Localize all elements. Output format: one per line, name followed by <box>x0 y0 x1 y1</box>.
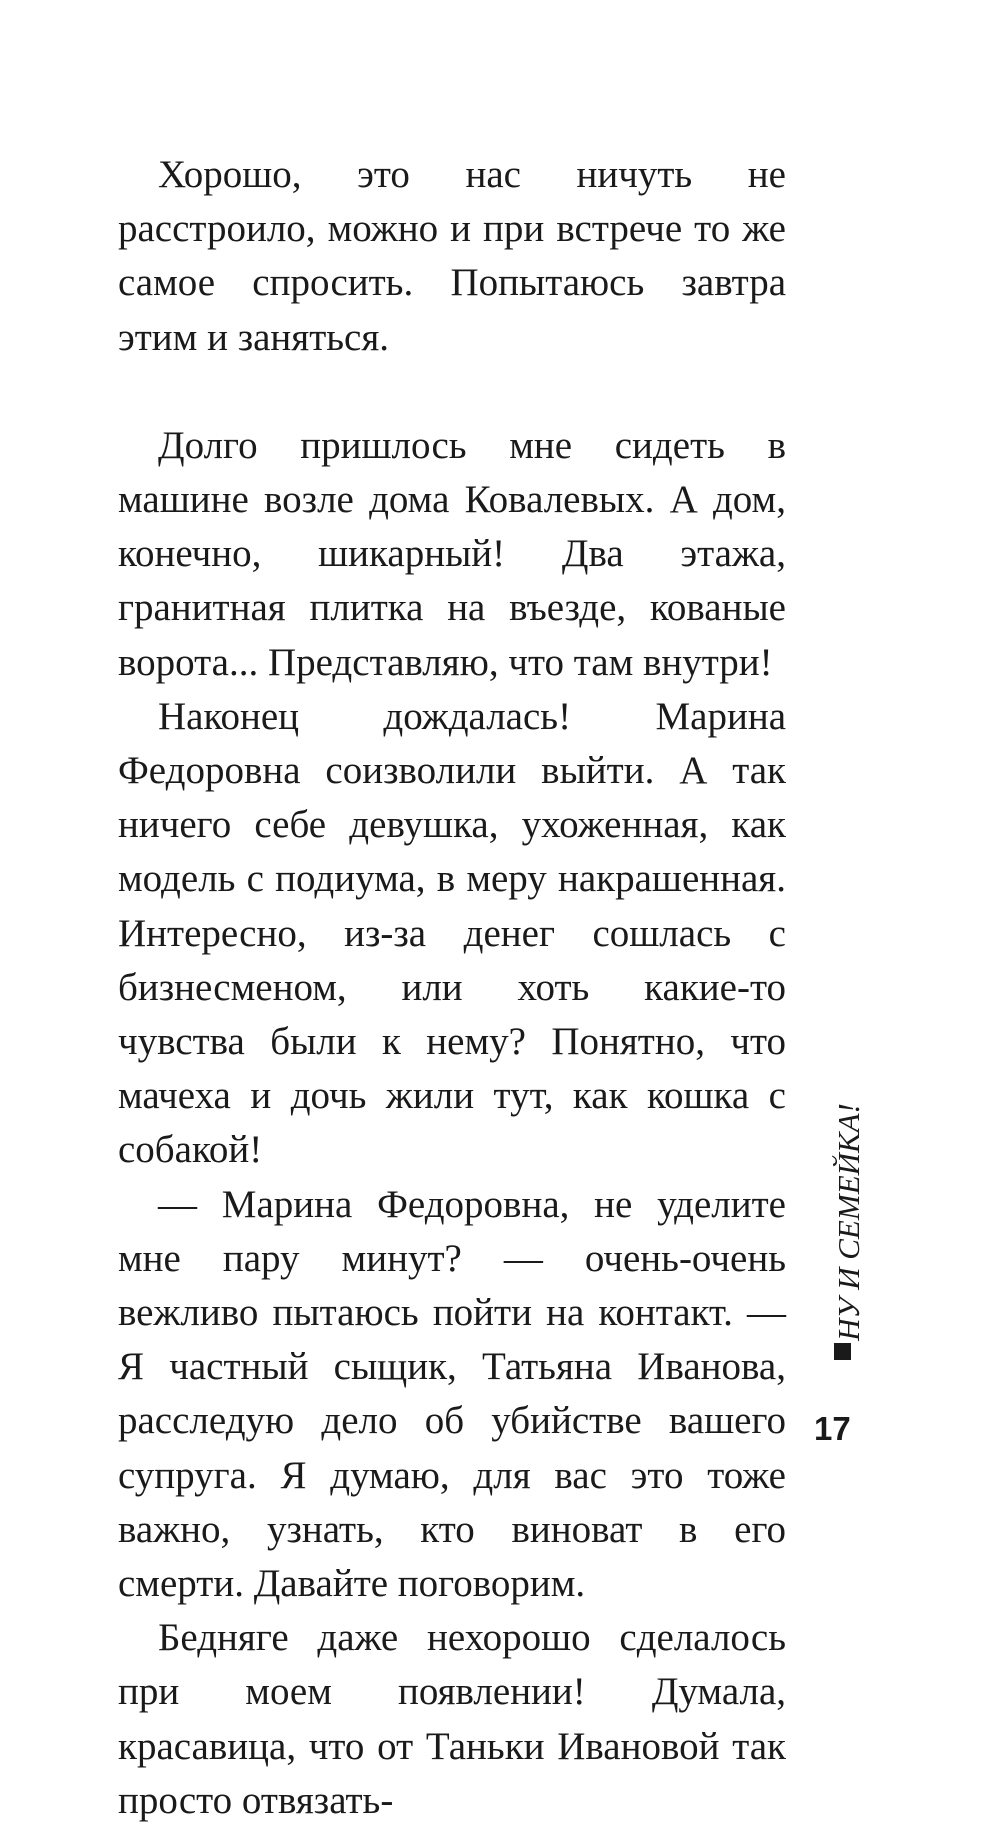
page-number: 17 <box>814 1410 851 1447</box>
square-marker-icon <box>834 1343 851 1360</box>
running-head-title: НУ И СЕМЕЙКА! <box>831 1103 866 1341</box>
paragraph-4: — Марина Федоровна, не уделите мне пару минут? — очень-очень вежливо пытаюсь пойти на контакт. — Я частный сыщик, Татьяна Иванова, расследую дело об убийстве вашего супруга. Я думаю, для вас это тоже важно, узнать, кто виноват в его смерти. Давайте поговорим. <box>118 1182 786 1606</box>
paragraph-1: Хорошо, это нас ничуть не расстроило, можно и при встрече то же самое спросить. Попытаюсь завтра этим и заняться. <box>118 153 786 359</box>
paragraph-5: Бедняге даже нехорошо сделалось при моем появлении! Думала, красавица, что от Таньки Ивановой так просто отвязать- <box>118 1616 786 1822</box>
paragraph-3: Наконец дождалась! Марина Федоровна соизволили выйти. А так ничего себе девушка, ухоженная, как модель с подиума, в меру накрашенная. Интересно, из-за денег сошлась с бизнесменом, или хоть какие-то чувства были к нему? Понятно, что мачеха и дочь жили тут, как кошка с собакой! <box>118 694 786 1172</box>
running-head <box>831 1103 866 1341</box>
paragraph-2: Долго пришлось мне сидеть в машине возле дома Ковалевых. А дом, конечно, шикарный! Два этажа, гранитная плитка на въезде, кованые ворота... Представляю, что там внутри! <box>118 423 786 684</box>
body-text <box>118 148 786 1828</box>
